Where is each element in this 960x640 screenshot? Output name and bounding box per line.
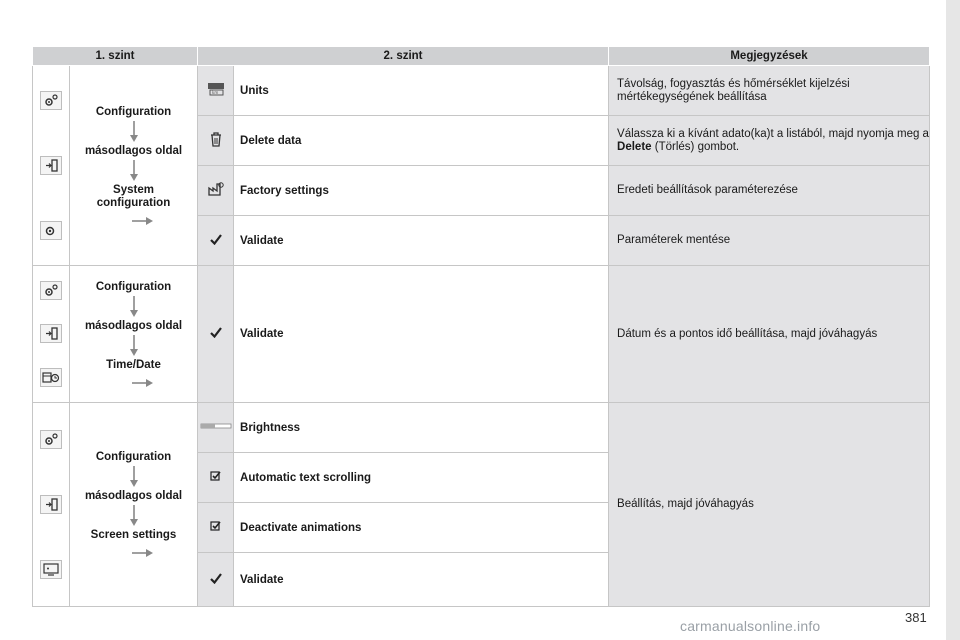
arrow-down-icon [129, 335, 139, 357]
checkbox-icon [198, 503, 234, 553]
check-icon [198, 266, 234, 403]
path-cell [70, 266, 198, 403]
note-bold-text: Delete [617, 140, 652, 153]
gear-small-icon [40, 221, 62, 240]
gear-icon [40, 430, 62, 449]
header-level1: 1. szint [33, 47, 198, 66]
level1-icons-cell [33, 66, 70, 266]
checkbox-icon [198, 453, 234, 503]
row-label: Validate [234, 216, 609, 266]
path-step-1: Configuration [95, 105, 172, 118]
factory-icon [198, 166, 234, 216]
row-label: Brightness [234, 403, 609, 453]
trash-icon [198, 116, 234, 166]
phone-page-icon [40, 156, 62, 175]
path-step-2: másodlagos oldal [84, 319, 183, 332]
row-note: Paraméterek mentése [609, 216, 930, 266]
slider-icon [198, 403, 234, 453]
row-label: Delete data [234, 116, 609, 166]
arrow-down-icon [129, 505, 139, 527]
arrow-down-icon [129, 466, 139, 488]
row-label: Validate [234, 266, 609, 403]
path-step-3: Time/Date [106, 358, 161, 371]
row-label: Deactivate animations [234, 503, 609, 553]
row-note: Távolság, fogyasztás és hőmérséklet kijelzési mértékegységének beállítása [609, 66, 930, 116]
units-icon [198, 66, 234, 116]
gear-icon [40, 281, 62, 300]
path-step-3: Screen settings [90, 529, 177, 541]
arrow-down-icon [129, 160, 139, 182]
level1-icons-cell [33, 266, 70, 403]
arrow-right-icon [132, 548, 154, 558]
screen-icon [40, 560, 62, 579]
row-note: Eredeti beállítások paraméterezése [609, 166, 930, 216]
table-row [33, 403, 930, 453]
settings-table [32, 46, 930, 607]
row-label: Validate [234, 553, 609, 607]
row-note: Dátum és a pontos idő beállítása, majd jóváhagyás [609, 266, 930, 403]
gear-icon [40, 91, 62, 110]
right-edge-bar [946, 0, 960, 640]
table-row [33, 66, 930, 116]
path-cell [70, 66, 198, 266]
row-label: Factory settings [234, 166, 609, 216]
table-row [33, 266, 930, 403]
row-label: Units [234, 66, 609, 116]
check-icon [198, 216, 234, 266]
arrow-right-icon [132, 216, 154, 226]
level1-icons-cell [33, 403, 70, 607]
arrow-right-icon [132, 378, 154, 388]
path-step-1: Configuration [95, 451, 172, 463]
path-step-3: System configuration [96, 183, 171, 209]
watermark: carmanualsonline.info [680, 618, 821, 634]
path-step-2: másodlagos oldal [84, 144, 183, 157]
path-step-1: Configuration [95, 280, 172, 293]
check-icon [198, 553, 234, 607]
note-text: Válassza ki a kívánt adato(ka)t a listából, majd nyomja meg a [617, 127, 929, 140]
note-text: (Törlés) gombot. [651, 140, 740, 153]
header-row [33, 47, 930, 66]
arrow-down-icon [129, 121, 139, 143]
phone-page-icon [40, 324, 62, 343]
header-notes: Megjegyzések [609, 47, 930, 66]
calendar-clock-icon [40, 368, 62, 387]
path-step-2: másodlagos oldal [84, 490, 183, 502]
phone-page-icon [40, 495, 62, 514]
page-number: 381 [905, 610, 927, 625]
svg-text:km: km [211, 90, 218, 95]
path-cell [70, 403, 198, 607]
header-level2: 2. szint [198, 47, 609, 66]
row-label: Automatic text scrolling [234, 453, 609, 503]
row-note [609, 116, 930, 166]
row-note: Beállítás, majd jóváhagyás [609, 403, 930, 607]
arrow-down-icon [129, 296, 139, 318]
